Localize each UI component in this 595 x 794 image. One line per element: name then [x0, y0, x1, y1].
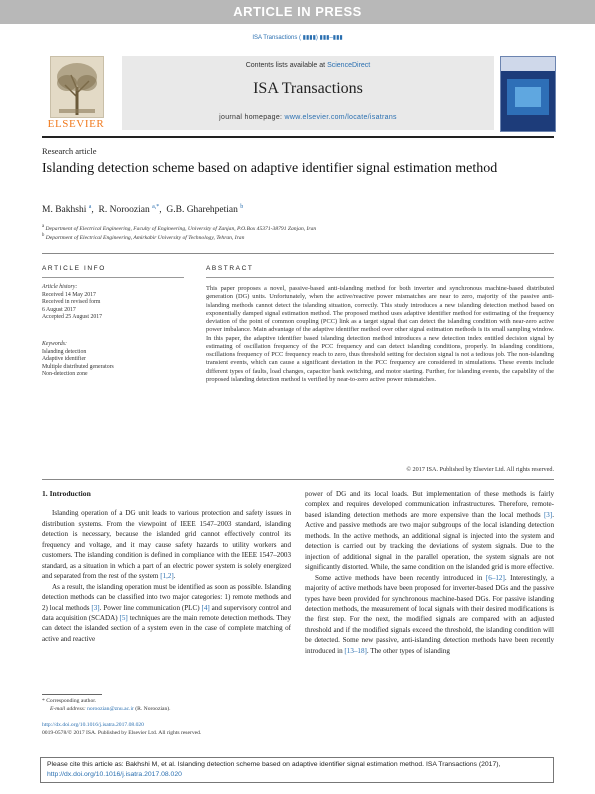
elsevier-tree-icon [50, 56, 104, 118]
body-text: Islanding operation of a DG unit leads to various protection and safety issues in distribution systems. From the viewpoint of IEEE 1547–2003 standard, islanding detection is necessary, because the islanded grid cannot effectively control its frequency and voltage, and it may cause safety hazards to utility workers and customers. The islanding condition is defined in compliance with the IEEE 1547–2003 standard, as a situation in which a part of an electric power system is solely energized and separated from the rest of the system [42, 509, 291, 581]
affiliation-text: Department of Electrical Engineering, Faculty of Engineering, University of Zanjan, P.O.Box 45371-38791 Zanjan, Iran [45, 225, 317, 232]
keyword-item: Islanding detection [42, 348, 87, 355]
article-type: Research article [42, 146, 97, 156]
journal-masthead [122, 56, 494, 130]
body-text: . [173, 572, 176, 581]
article-title: Islanding detection scheme based on adaptive identifier signal estimation method [42, 161, 498, 176]
issn-line: 0019-0578/© 2017 ISA. Published by Elsevier Ltd. All rights reserved. [42, 730, 202, 736]
body-paragraph [42, 508, 291, 581]
journal-cover-image[interactable] [500, 56, 556, 132]
history-item: Accepted 25 August 2017 [42, 314, 103, 321]
contents-line [122, 62, 494, 69]
author-affil-marker[interactable]: b [240, 204, 244, 210]
article-history [42, 284, 177, 322]
cover-graphic-inner [515, 87, 541, 107]
email-label: E-mail address: [50, 706, 88, 712]
body-text: . Active and passive methods are two major subgroups of the local islanding detection methods. In the active methods, an additional signal is injected into the system and detection is carried out by tracking the deviations of system signals. Due to the injection of additional signal in the parallel operation, the system signals are not significantly distorted. While, the same condition on the islanded grid is more effective. [305, 510, 554, 572]
history-item: Received 14 May 2017 [42, 291, 96, 298]
abstract-heading: ABSTRACT [206, 265, 254, 272]
contents-prefix: Contents lists available at [245, 62, 328, 69]
body-paragraph [42, 582, 291, 645]
abstract-copyright: © 2017 ISA. Published by Elsevier Ltd. All rights reserved. [406, 466, 554, 473]
body-paragraph [305, 489, 554, 573]
body-text: techniques are the main remote detection methods. They can detect the islanded section of a system even in the case of complete matching of active and reactive [42, 613, 291, 643]
sciencedirect-link[interactable]: ScienceDirect [327, 62, 371, 69]
homepage-link[interactable]: www.elsevier.com/locate/isatrans [284, 114, 397, 121]
email-suffix: (R. Noroozian). [133, 706, 171, 712]
email-footnote [42, 706, 300, 712]
history-label: Article history: [42, 284, 78, 290]
homepage-line [122, 114, 494, 121]
elsevier-wordmark: ELSEVIER [47, 118, 105, 130]
doi-link[interactable]: http://dx.doi.org/10.1016/j.isatra.2017.08.020 [42, 722, 144, 728]
body-column-right [305, 489, 554, 656]
body-text: and supervisory control and data acquisition (SCADA) [42, 603, 291, 622]
homepage-prefix: journal homepage: [219, 114, 285, 121]
cover-band [501, 57, 555, 71]
keyword-item: Multiple distributed generators [42, 363, 114, 370]
citation-box [40, 757, 554, 783]
citation-ref-link[interactable]: [4] [201, 603, 210, 612]
abstract-rule [206, 277, 554, 278]
elsevier-logo[interactable] [44, 56, 106, 130]
keywords [42, 341, 177, 379]
author-name[interactable]: G.B. Gharehpetian [166, 205, 238, 216]
citation-ref-link[interactable]: [13–18] [344, 646, 367, 655]
history-item: Received in revised form [42, 299, 101, 306]
body-text: Some active methods have been recently introduced in [315, 573, 486, 582]
masthead-rule [42, 136, 554, 138]
citation-text: Please cite this article as: Bakhshi M, et al. Islanding detection scheme based on adaptive identifier signal estimation method. ISA Transactions (2017), [47, 761, 501, 768]
abstract-bottom-rule [42, 479, 554, 480]
abstract-text: This paper proposes a novel, passive-based anti-islanding method for both inverter and synchronous machine-based distributed generation (DG) units. Unfortunately, when the active/reactive power mismatches are near to zero, majority of the passive anti-islanding methods cannot detect the islanding situation, correctly. This study introduces a new islanding detection method based on exponentially damped signal estimation method. The proposed method uses adaptive identifier method for estimating of the frequency deviation of the point of common coupling (PCC) link as a target signal that can detect the islanding condition with near-zero active power imbalance. Main advantage of the adaptive identifier method over other signal estimation methods is its small sampling window. In this paper, the adaptive identifier based islanding detection method introduces a new detection index entitled decision signal by estimating of oscillation frequency of the PCC frequency and can detect islanding conditions, properly. In islanding conditions, oscillations frequency of PCC frequency reach to zero, thus threshold setting for decision signal is not a tedious job. The non-islanding transient events, which can cause a significant deviation in the PCC frequency are considered in simulations. These events include different types of faults, load changes, capacitor bank switching, and motor starting. Further, for islanding events, the capability of the proposed islanding detection method is verified by near-to-zero active power mismatches. [206, 285, 554, 383]
author-name[interactable]: R. Noroozian [98, 205, 150, 216]
body-paragraph [305, 573, 554, 657]
journal-reference[interactable]: ISA Transactions ( ▮▮▮▮) ▮▮▮–▮▮▮ [252, 35, 343, 41]
keyword-item: Non-detection zone [42, 371, 88, 378]
body-text: . Power line communication (PLC) [99, 603, 202, 612]
article-info-rule [42, 277, 184, 278]
article-in-press-banner: ARTICLE IN PRESS [0, 0, 595, 24]
affiliation-marker: b [42, 233, 45, 238]
citation-doi-link[interactable]: http://dx.doi.org/10.1016/j.isatra.2017.08.020 [47, 771, 182, 778]
author-list: M. Bakhshi $^a$, R. Noroozian $^{a,*}$, G.B. Gharehpetian $^b$ [42, 204, 244, 216]
body-column-left [42, 489, 291, 644]
corresponding-author-note: * Corresponding author. [42, 698, 97, 704]
citation-ref-link[interactable]: [3] [543, 510, 553, 519]
body-text: . The other types of islanding [366, 646, 450, 655]
footnote-rule [42, 694, 102, 695]
citation-ref-link[interactable]: [3] [91, 603, 100, 612]
history-item: 6 August 2017 [42, 306, 76, 313]
author-affil-marker[interactable]: a,* [152, 204, 160, 210]
affiliation-a [42, 224, 316, 232]
body-text: . Interestingly, a majority of active methods have been proposed for inverter-based DGs and the passive types have been provided for synchronous machine-based DGs. For passive islanding detection methods, the measurement of local signals with their desired modifications is the first step. For the next, the modified signals are compared with an adjusted threshold and if the modified signals exceed the threshold, the islanding condition will be detected. Some new passive, anti-islanding detection methods have been recently introduced in [305, 573, 555, 655]
citation-ref-link[interactable]: [6–12] [485, 573, 505, 582]
affiliation-marker: a [42, 224, 45, 229]
email-link[interactable]: noroozian@znu.ac.ir [87, 706, 134, 712]
journal-title: ISA Transactions [253, 80, 363, 97]
keyword-item: Adaptive identifier [42, 356, 86, 363]
affiliation-b [42, 233, 244, 241]
citation-ref-link[interactable]: [5] [119, 613, 128, 622]
citation-ref-link[interactable]: [1,2] [160, 572, 174, 581]
affiliation-text: Department of Electrical Engineering, Amirkabir University of Technology, Tehran, Iran [45, 234, 245, 241]
body-text: power of DG and its local loads. But implementation of these methods is fairly complex and requires developed communication infrastructures. Therefore, remote-based islanding detection methods are more expensive than the local methods [305, 490, 554, 519]
article-info-heading: ARTICLE INFO [42, 265, 106, 272]
author-name[interactable]: M. Bakhshi [42, 205, 87, 216]
body-text: As a result, the islanding operation must be identified as soon as possible. Islanding detection methods can be classified into two major categories: 1) remote methods and 2) local methods [42, 582, 291, 612]
keywords-label: Keywords: [42, 341, 67, 347]
section-heading-introduction: 1. Introduction [42, 489, 91, 498]
author-affil-marker[interactable]: a [88, 204, 92, 210]
header-rule [42, 253, 554, 254]
